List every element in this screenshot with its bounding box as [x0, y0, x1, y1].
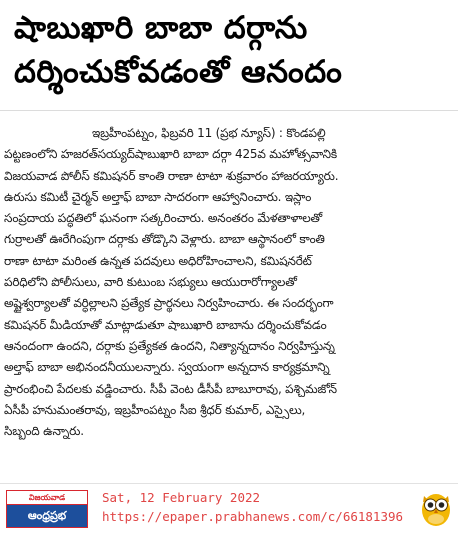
- owl-mascot-icon: [419, 487, 453, 527]
- headline-line-1: షాబుఖారి బాబా దర్గాను: [14, 10, 308, 46]
- publish-date: Sat, 12 February 2022: [102, 490, 261, 505]
- article-line: కమిషనర్ మీడియాతో మాట్లాడుతూ షాబుఖారి బాబాను దర్శించుకోవడం: [4, 317, 327, 332]
- newspaper-logo[interactable]: [6, 490, 88, 528]
- logo-edition-label: విజయవాడ: [7, 491, 87, 505]
- epaper-footer: [0, 483, 458, 534]
- article-line: ఉరుసు కమిటీ చైర్మన్ అల్తాఫ్ బాబా సాదరంగా ఆహ్వానించారు. ఇస్లాం: [4, 189, 312, 204]
- article-line: పరిధిలోని పోలీసులు, వారి కుటుంబ సభ్యులు ఆయురారోగ్యాలతో: [4, 275, 297, 290]
- divider: [0, 110, 458, 111]
- article-line: గుర్రాలతో ఊరేగింపుగా దర్గాకు తోడ్కొని వెళ్లారు. బాబా ఆస్థానంలో కాంతి: [4, 232, 325, 247]
- article-line: పట్టణంలోని హజరత్‌సయ్యద్‌షాబుఖారి బాబా దర్గా 425వ మహోత్సవానికి: [4, 147, 337, 162]
- headline-line-2: దర్శించుకోవడంతో ఆనందం: [14, 54, 343, 90]
- article-line: సిబ్బంది ఉన్నారు.: [4, 424, 84, 439]
- clip-url-link[interactable]: https://epaper.prabhanews.com/c/66181396: [102, 509, 404, 524]
- article-line: ఏసీపీ హనుమంతరావు, ఇబ్రహీంపట్నం సీఐ శ్రీధర్ కుమార్, ఎస్సైలు,: [4, 402, 306, 417]
- article-line: సంప్రదాయ పద్ధతిలో ఘనంగా సత్కరించారు. అనంతరం మేళతాళాలతో: [4, 211, 323, 226]
- article-body: [4, 123, 452, 442]
- headline: [14, 6, 446, 94]
- article-line: విజయవాడ పోలీస్ కమిషనర్ కాంతి రాణా టాటా శుక్రవారం హాజరయ్యారు.: [4, 168, 339, 183]
- article-line: అల్తాఫ్ బాబా అభినందనీయులన్నారు. స్వయంగా అన్నదాన కార్యక్రమాన్ని: [4, 360, 330, 375]
- article-line: అష్టైశ్వర్యాలతో వర్ధిల్లాలని ప్రత్యేక ప్రార్థనలు నిర్వహించారు. ఈ సందర్భంగా: [4, 296, 334, 311]
- article-line: ప్రారంభించి పేదలకు వడ్డించారు. సీపీ వెంట డీసీపీ బాబూరావు, పశ్చిమజోన్: [4, 381, 337, 396]
- logo-title: ఆంధ్రప్రభ: [7, 505, 87, 527]
- article-line: ఆనందంగా ఉందని, దర్గాకు ప్రత్యేకత ఉందని, నిత్యాన్నదానం నిర్వహిస్తున్న: [4, 338, 335, 353]
- article-line: ఇబ్రహీంపట్నం, ఫిబ్రవరి 11 (ప్రభ న్యూస్) : కొండపల్లి: [92, 126, 326, 140]
- article-line: రాణా టాటా మరింత ఉన్నత పదవులు అధిరోహించాలని, కమిషనరేట్: [4, 253, 312, 268]
- clip-meta: [102, 488, 403, 526]
